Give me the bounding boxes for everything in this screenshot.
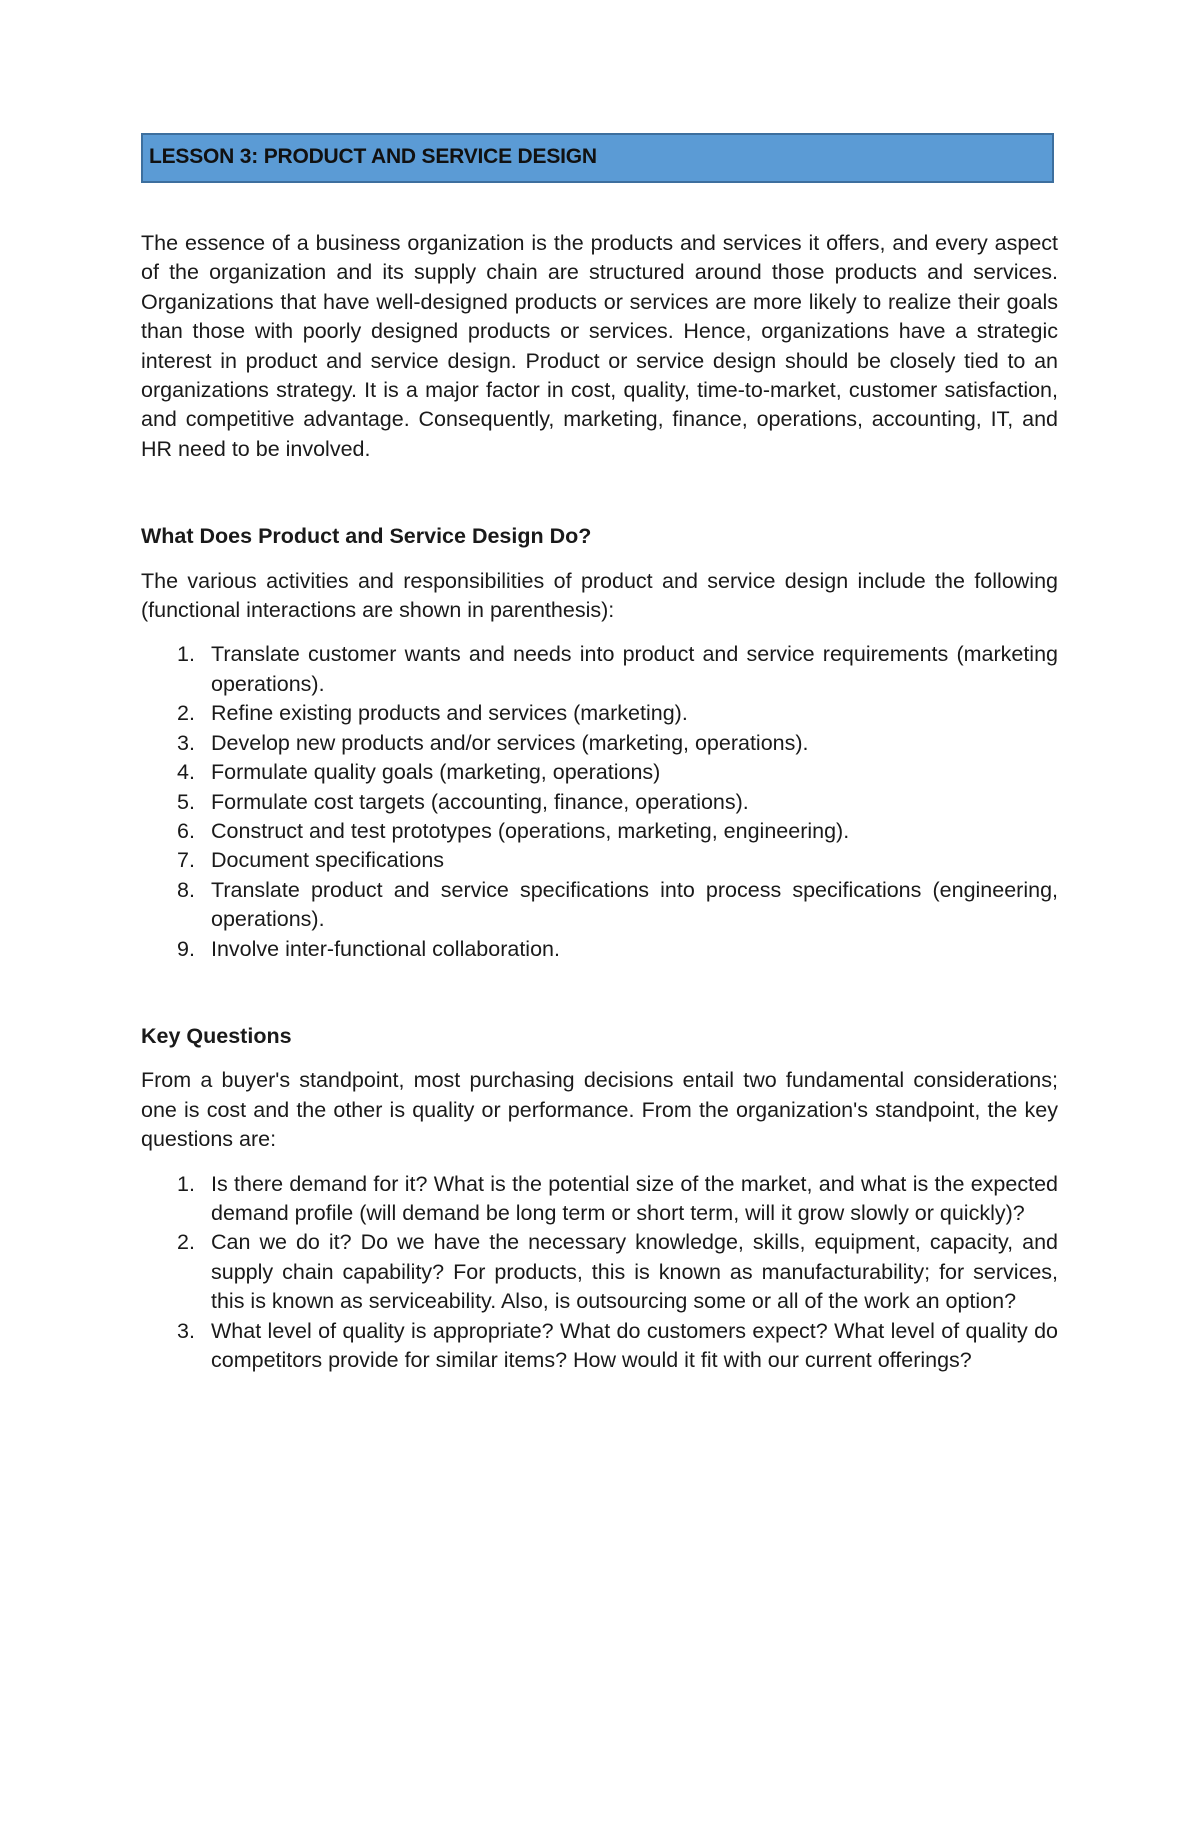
design-activities-list (141, 640, 1058, 963)
key-questions-list (141, 1170, 1058, 1376)
list-item-number: 8. (177, 877, 195, 902)
design-lead-paragraph: The various activities and responsibilities of product and service design include the following (functional interactions are shown in parenthesis): (141, 568, 1058, 623)
list-item-text: Can we do it? Do we have the necessary knowledge, skills, equipment, capacity, and supply chain capability? For products, this is known as manufacturability; for services, this is known as serviceability. Also, is outsourcing some or all of the work an option? (211, 1230, 1058, 1314)
list-item (141, 1317, 1058, 1376)
list-item-number: 5. (177, 789, 195, 814)
section-heading-key-questions: Key Questions (141, 1023, 292, 1048)
intro-paragraph: The essence of a business organization is the products and services it offers, and every aspect of the organization and its supply chain are structured around those products and services. Organizations that have well-designed products or services are more likely to realize their goals than those with poorly designed products or services. Hence, organizations have a strategic interest in product and service design. Product or service design should be closely tied to an organizations strategy. It is a major factor in cost, quality, time-to-market, customer satisfaction, and competitive advantage. Consequently, marketing, finance, operations, accounting, IT, and HR need to be involved. (141, 231, 1058, 461)
list-item-text: Translate customer wants and needs into product and service requirements (marketing operations). (211, 642, 1058, 696)
list-item (141, 1228, 1058, 1316)
list-item (141, 1170, 1058, 1229)
list-item-number: 4. (177, 760, 195, 785)
list-item-number: 3. (177, 1318, 195, 1343)
list-item-number: 2. (177, 701, 195, 726)
list-item-number: 1. (177, 642, 195, 667)
list-item (141, 758, 1058, 787)
list-item (141, 729, 1058, 758)
list-item-text: Translate product and service specifications into process specifications (engineering, operations). (211, 877, 1058, 932)
list-item (141, 846, 1058, 875)
list-item (141, 788, 1058, 817)
list-item-number: 1. (177, 1171, 195, 1196)
list-item-number: 3. (177, 730, 195, 755)
list-item-text: What level of quality is appropriate? What do customers expect? What level of quality do competitors provide for similar items? How would it fit with our current offerings? (211, 1318, 1058, 1372)
list-item-text: Refine existing products and services (marketing). (211, 701, 688, 726)
list-item-text: Develop new products and/or services (marketing, operations). (211, 730, 809, 755)
list-item-number: 6. (177, 818, 195, 843)
list-item-text: Document specifications (211, 848, 445, 873)
list-item (141, 699, 1058, 728)
list-item (141, 640, 1058, 699)
list-item-text: Formulate quality goals (marketing, operations) (211, 760, 661, 785)
list-item-number: 9. (177, 936, 195, 961)
list-item-text: Is there demand for it? What is the potential size of the market, and what is the expected demand profile (will demand be long term or short term, will it grow slowly or quickly)? (211, 1171, 1058, 1225)
key-questions-lead-paragraph: From a buyer's standpoint, most purchasing decisions entail two fundamental considerations; one is cost and the other is quality or performance. From the organization's standpoint, the key questions are: (141, 1068, 1058, 1152)
list-item (141, 876, 1058, 935)
list-item-text: Construct and test prototypes (operations, marketing, engineering). (211, 818, 850, 843)
list-item-text: Involve inter-functional collaboration. (211, 936, 560, 961)
list-item (141, 817, 1058, 846)
list-item-text: Formulate cost targets (accounting, finance, operations). (211, 789, 749, 814)
document-body (141, 229, 1058, 1375)
list-item-number: 2. (177, 1230, 195, 1255)
list-item-number: 7. (177, 848, 195, 873)
section-heading-design: What Does Product and Service Design Do? (141, 524, 592, 549)
list-item (141, 935, 1058, 964)
lesson-title-banner: LESSON 3: PRODUCT AND SERVICE DESIGN (141, 133, 1054, 183)
